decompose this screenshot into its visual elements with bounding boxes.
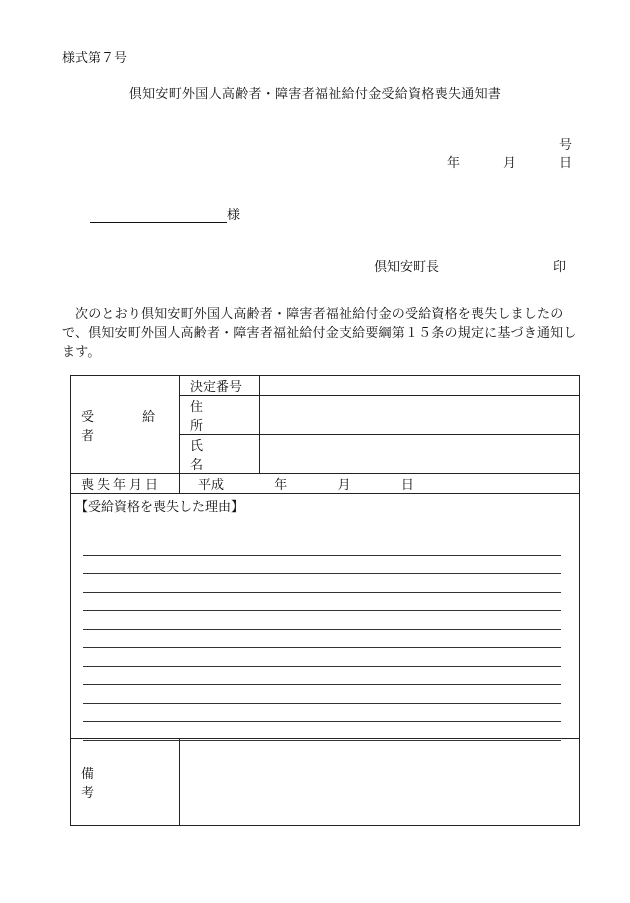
name-label: 氏 名 [180,435,260,474]
reason-line [83,648,561,667]
decision-number-label: 決定番号 [180,376,260,396]
document-number: 号 [558,138,572,153]
address-field[interactable] [260,396,580,435]
reason-heading: 【受給資格を喪失した理由】 [75,500,245,515]
remarks-field[interactable] [180,739,580,826]
reason-line [83,593,561,612]
seal-mark: 印 [553,260,567,275]
notice-body: 次のとおり倶知安町外国人高齢者・障害者福祉給付金の受給資格を喪失しましたので、倶知安町外国人高齢者・障害者福祉給付金支給要綱第１５条の規定に基づき通知します。 [62,307,577,360]
remarks-label: 備 考 [71,739,180,826]
loss-date-era: 平成 [198,478,225,493]
reason-line [83,667,561,686]
notice-table [70,375,580,826]
form-number: 様式第７号 [62,51,128,66]
date-year: 年 [446,156,460,171]
reason-line [83,722,561,741]
addressee-name-line [90,208,227,223]
decision-number-field[interactable] [260,376,580,396]
loss-date-year: 年 [274,478,288,493]
issue-date [447,152,572,171]
reason-line [83,685,561,704]
loss-date-month: 月 [337,478,351,493]
loss-date-day: 日 [400,478,414,493]
date-day: 日 [558,156,572,171]
addressee [90,204,240,223]
reason-line [83,704,561,723]
reason-line [83,611,561,630]
loss-date-field[interactable] [180,474,580,494]
name-field[interactable] [260,435,580,474]
date-month: 月 [502,156,516,171]
reason-line [83,630,561,649]
address-label: 住 所 [180,396,260,435]
addressee-suffix: 様 [227,208,241,223]
loss-date-label: 喪失年月日 [71,474,180,494]
reason-line [83,574,561,593]
reason-section[interactable] [71,494,580,739]
issuer-name: 倶知安町長 [374,260,440,275]
document-title: 倶知安町外国人高齢者・障害者福祉給付金受給資格喪失通知書 [128,87,502,102]
reason-lines [83,537,561,741]
reason-line [83,556,561,575]
recipient-label: 受 給 者 [71,376,180,474]
reason-line [83,537,561,556]
